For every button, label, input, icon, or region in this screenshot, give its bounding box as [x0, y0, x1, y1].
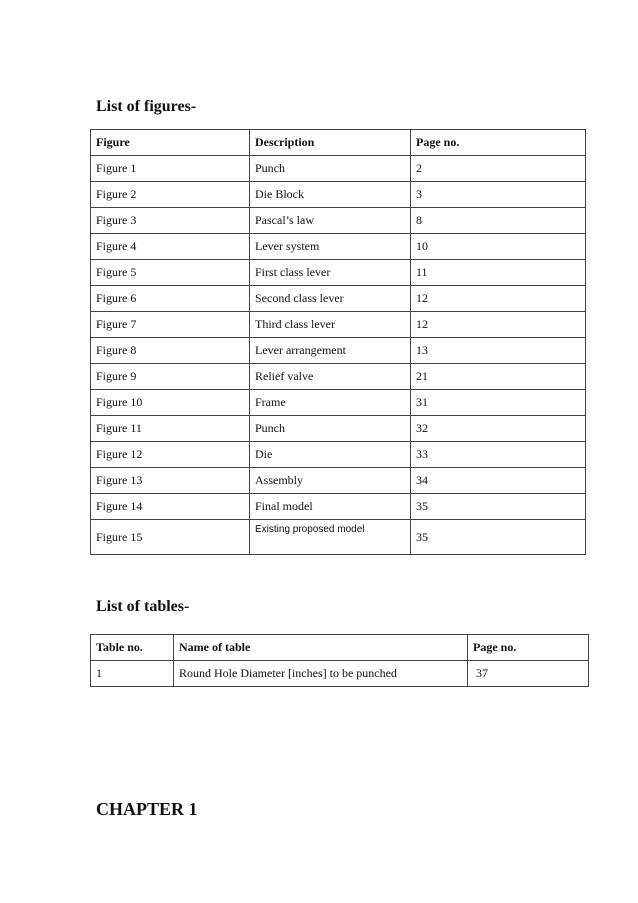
figure-cell: Figure 3 — [91, 208, 250, 234]
figures-table — [90, 129, 586, 555]
table-row — [91, 364, 586, 390]
table-header-row — [91, 635, 589, 661]
description-cell: Frame — [250, 390, 411, 416]
figure-cell: Figure 13 — [91, 468, 250, 494]
figure-cell: Figure 1 — [91, 156, 250, 182]
figure-cell: Figure 15 — [91, 520, 250, 555]
table-row — [91, 442, 586, 468]
figure-cell: Figure 14 — [91, 494, 250, 520]
table-header-row — [91, 130, 586, 156]
page-cell: 31 — [411, 390, 586, 416]
figure-cell: Figure 2 — [91, 182, 250, 208]
page-cell: 32 — [411, 416, 586, 442]
table-row — [91, 156, 586, 182]
table-row — [91, 494, 586, 520]
page-cell: 33 — [411, 442, 586, 468]
page-cell: 11 — [411, 260, 586, 286]
table-row — [91, 260, 586, 286]
page-cell: 35 — [411, 520, 586, 555]
tables-heading: List of tables- — [96, 598, 190, 615]
figures-heading: List of figures- — [96, 98, 197, 115]
column-header-figure: Figure — [91, 130, 250, 156]
table-row — [91, 208, 586, 234]
description-cell: Existing proposed model — [250, 520, 411, 555]
description-cell: Pascal’s law — [250, 208, 411, 234]
description-cell: Punch — [250, 156, 411, 182]
table-row — [91, 234, 586, 260]
page-cell: 35 — [411, 494, 586, 520]
page-cell: 10 — [411, 234, 586, 260]
table-row — [91, 286, 586, 312]
column-header-description: Description — [250, 130, 411, 156]
table-row — [91, 416, 586, 442]
page-cell: 8 — [411, 208, 586, 234]
page-cell: 12 — [411, 312, 586, 338]
table-row — [91, 182, 586, 208]
column-header-table-no: Table no. — [91, 635, 174, 661]
figure-cell: Figure 12 — [91, 442, 250, 468]
description-cell: Third class lever — [250, 312, 411, 338]
figure-cell: Figure 10 — [91, 390, 250, 416]
description-cell: First class lever — [250, 260, 411, 286]
figure-cell: Figure 7 — [91, 312, 250, 338]
figure-cell: Figure 9 — [91, 364, 250, 390]
column-header-name: Name of table — [174, 635, 468, 661]
page-cell: 21 — [411, 364, 586, 390]
table-no-cell: 1 — [91, 661, 174, 687]
figure-cell: Figure 8 — [91, 338, 250, 364]
description-cell: Relief valve — [250, 364, 411, 390]
page-cell: 37 — [468, 661, 589, 687]
description-cell: Lever arrangement — [250, 338, 411, 364]
description-cell: Punch — [250, 416, 411, 442]
figure-cell: Figure 4 — [91, 234, 250, 260]
column-header-page: Page no. — [411, 130, 586, 156]
table-row — [91, 520, 586, 555]
name-cell: Round Hole Diameter [inches] to be punched — [174, 661, 468, 687]
description-cell: Die — [250, 442, 411, 468]
description-cell: Assembly — [250, 468, 411, 494]
description-cell: Lever system — [250, 234, 411, 260]
table-row — [91, 390, 586, 416]
page-cell: 2 — [411, 156, 586, 182]
page-cell: 34 — [411, 468, 586, 494]
tables-table — [90, 634, 589, 687]
description-cell: Final model — [250, 494, 411, 520]
figure-cell: Figure 11 — [91, 416, 250, 442]
table-row — [91, 338, 586, 364]
page-cell: 3 — [411, 182, 586, 208]
chapter-heading: CHAPTER 1 — [96, 799, 198, 819]
description-cell: Second class lever — [250, 286, 411, 312]
figure-cell: Figure 5 — [91, 260, 250, 286]
description-cell: Die Block — [250, 182, 411, 208]
figure-cell: Figure 6 — [91, 286, 250, 312]
table-row — [91, 312, 586, 338]
table-row — [91, 661, 589, 687]
table-row — [91, 468, 586, 494]
page-cell: 12 — [411, 286, 586, 312]
page-cell: 13 — [411, 338, 586, 364]
column-header-page: Page no. — [468, 635, 589, 661]
